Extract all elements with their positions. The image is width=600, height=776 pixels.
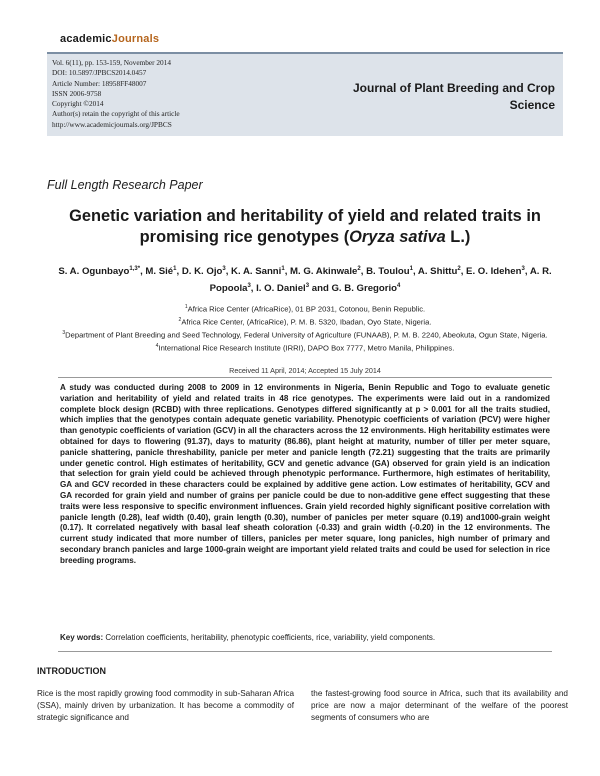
meta-issn: ISSN 2006-9758 (52, 88, 102, 98)
author-name: E. O. Idehen (466, 266, 522, 278)
meta-volume: Vol. 6(11), pp. 153-159, November 2014 (52, 58, 171, 67)
paper-type: Full Length Research Paper (47, 178, 203, 192)
affiliations (47, 302, 563, 355)
author-name: M. G. Akinwale (290, 266, 358, 278)
author-name: G. B. Gregorio (331, 283, 398, 295)
author-name: A. Shittu (417, 266, 458, 278)
title-species: Oryza sativa (349, 228, 446, 246)
author-name: I. O. Daniel (256, 283, 306, 295)
journal-name: Journal of Plant Breeding and Crop Science (352, 81, 555, 112)
author-affiliation-sup: 3 (247, 283, 251, 290)
title-part1: Genetic variation and heritability of yield and related traits in promising rice genotypes ( (69, 207, 541, 246)
author-name: A. R. Popoola (209, 266, 552, 295)
affiliation-text: International Rice Research Institute (IRRI), DAPO Box 7777, Metro Manila, Philippines. (158, 343, 455, 353)
affiliation-sup: 2 (178, 317, 182, 324)
author-affiliation-sup: 3 (305, 283, 310, 290)
affiliation-text: Africa Rice Center, (AfricaRice), P. M. B. 5320, Ibadan, Oyo State, Nigeria. (181, 317, 432, 327)
meta-doi: DOI: 10.5897/JPBCS2014.0457 (52, 68, 147, 78)
author-affiliation-sup: 2 (357, 266, 361, 272)
intro-column-left: Rice is the most rapidly growing food commodity in sub-Saharan Africa (SSA), mainly driven by urbanization. It has become a commodity of strategic significance and (37, 689, 294, 723)
author-name: D. K. Ojo (181, 266, 223, 278)
meta-copyright: Copyright ©2014 (52, 99, 104, 109)
affiliation-line (47, 302, 563, 315)
author-affiliation-sup: 1 (281, 266, 285, 272)
intro-column-right: the fastest-growing food source in Africa, such that its availability and price are now a major determinant of the welfare of the poorest segments of consumers who are (311, 689, 568, 723)
meta-rights: Author(s) retain the copyright of this article (52, 109, 180, 119)
author-affiliation-sup: 1 (173, 266, 177, 272)
keywords-label: Key words: (60, 633, 104, 642)
title-part2: L.) (445, 228, 471, 246)
keywords-text: Correlation coefficients, heritability, phenotypic coefficients, rice, variability, yield components. (103, 633, 436, 642)
received-date: Received 11 April, 2014; Accepted 15 July 2014 (229, 366, 381, 375)
logo-part2: Journals (111, 33, 160, 45)
author-affiliation-sup: 2 (457, 266, 461, 272)
affiliation-sup: 4 (155, 343, 159, 350)
abstract: A study was conducted during 2008 to 2009 in 12 environments in Nigeria, Benin Republic and Togo to evaluate genetic variation and heritability of yield and related traits in 48 rice genotypes. The experiments were laid out in a randomized complete block design (RCBD) with three replications. Genotypes differed significantly at p > 0.001 for all the traits studied, which implies that the genotypes contain adequate genetic variability. Phenotypic coefficients of variation (PCV) were higher than genotypic coefficients of variation (GCV) in all the characters across the 12 environments. High heritability estimates were obtained for days to flowering (91.37), days to maturity (86.86), plant height at maturity, number of tiller per meter square, panicle shattering, panicle threshability, panicle per meter and panicle length (72.21) suggesting that the traits are primarily under genetic control. High estimates of heritability, GCV and genetic advance (GA) observed for grain yield is an indication that selection for grain yield could be achieved through phenotypic performance. Furthermore, high estimates of heritability, GA and GCV recorded in these characters could be explained by additive gene action. Low estimates of heritability, GCV and GA recorded for grain yield and number of grains per panicle could be due to non-additive gene effect suggesting that these traits were less responsive to specific environment influences. Grain yield recorded highly significant positive correlation with panicle length (0.28), leaf width (0.40), grain length (0.30), number of panicles per meter square (0.19) and1000-grain weight (0.17). It correlated negatively with basal leaf sheath coloration (-0.33) and grain width (-0.20) in the 12 environments. The current study indicated that more number of tillers, panicles per meter square, long panicles, high number of primary and secondary branch panicles and large 1000-grain weight are important yield related traits and could be used for selection in rice breeding programs. (60, 383, 550, 565)
meta-url[interactable]: http://www.academicjournals.org/JPBCS (52, 119, 172, 129)
author-affiliation-sup: 3 (222, 266, 226, 272)
publisher-logo (60, 33, 159, 45)
affiliation-line (47, 341, 563, 354)
author-affiliation-sup: 3 (521, 266, 525, 272)
author-affiliation-sup: 4 (397, 283, 401, 290)
paper-title (47, 206, 563, 248)
keywords (60, 632, 550, 643)
affiliation-sup: 1 (184, 304, 188, 310)
affiliation-sup: 3 (62, 330, 66, 337)
author-affiliation-sup: 1,3* (129, 266, 141, 272)
affiliation-text: Africa Rice Center (AfricaRice), 01 BP 2031, Cotonou, Benin Republic. (187, 304, 426, 314)
author-affiliation-sup: 1 (409, 266, 413, 272)
logo-part1: academic (60, 33, 112, 45)
author-name: B. Toulou (366, 266, 410, 278)
journal-header (47, 52, 563, 136)
author-list: S. A. Ogunbayo$^{1,3*}$, M. Sié$^1$, D. K. Ojo$^3$, K. A. Sanni$^1$, M. G. Akinwale$^2$, B. Toulou$^1$, A. Shittu$^2$, E. O. Idehen$^3$, A. R. Popoola$^3$, I. O. Daniel$^3$ and G. B. Gregorio$^4$ (58, 266, 552, 295)
author-name: S. A. Ogunbayo (58, 266, 130, 278)
divider-top (58, 377, 552, 378)
affiliation-text: Department of Plant Breeding and Seed Technology, Federal University of Agriculture (FUNAAB), P. M. B. 2240, Abeokuta, Ogun State, Nigeria. (65, 330, 548, 340)
affiliation-line (47, 315, 563, 328)
divider-bottom (58, 651, 552, 652)
section-heading-introduction: INTRODUCTION (37, 666, 106, 676)
meta-article-number: Article Number: 18958FF48007 (52, 78, 147, 88)
author-name: M. Sié (145, 266, 174, 278)
article-meta (52, 58, 180, 130)
author-name: K. A. Sanni (231, 266, 282, 278)
affiliation-line (47, 328, 563, 341)
